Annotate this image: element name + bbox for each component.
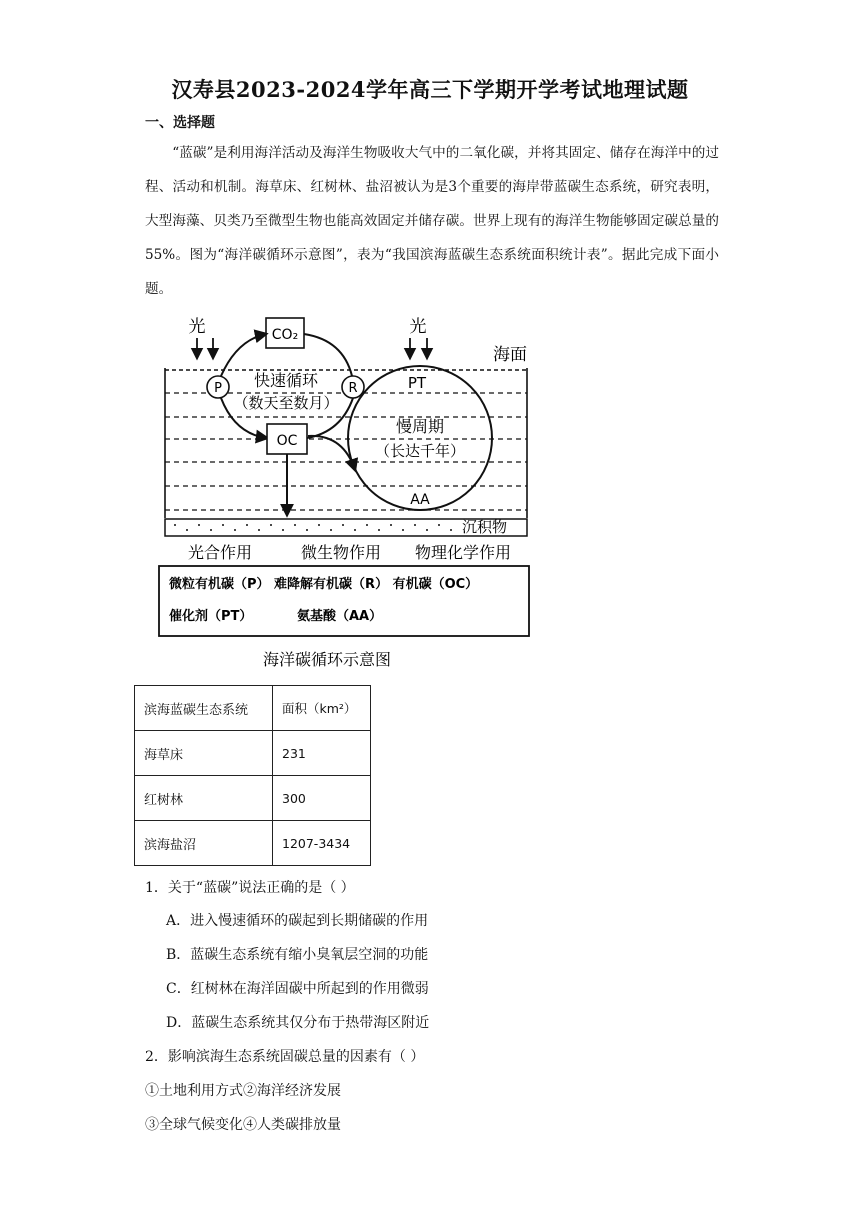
legend-row-2-pt: 催化剂（PT） <box>169 609 253 624</box>
question-2-stem: 2．影响滨海生态系统固碳总量的因素有（ ） <box>145 1049 425 1065</box>
fast-cycle-time: （数天至数月） <box>233 394 339 412</box>
table-row <box>135 731 371 776</box>
carbon-cycle-diagram <box>155 310 535 670</box>
light-label-right: 光 <box>409 317 427 337</box>
page-title: 汉寿县2023-2024学年高三下学期开学考试地理试题 <box>171 77 689 102</box>
question-2-choices-line-2: ③全球气候变化④人类碳排放量 <box>145 1117 341 1133</box>
table-cell: 231 <box>273 731 371 776</box>
question-1-stem: 1．关于“蓝碳”说法正确的是（ ） <box>145 880 355 896</box>
fast-cycle-label: 快速循环 <box>253 371 319 390</box>
legend-row-1: 微粒有机碳（P） 难降解有机碳（R） 有机碳（OC） <box>169 577 479 592</box>
process-physical-chemical: 物理化学作用 <box>415 543 512 562</box>
question-2-choices-line-1: ①土地利用方式②海洋经济发展 <box>145 1083 341 1099</box>
process-microbial: 微生物作用 <box>301 543 382 562</box>
process-photosynthesis: 光合作用 <box>188 543 253 562</box>
co2-label: CO₂ <box>271 327 299 343</box>
table-header-cell: 滨海蓝碳生态系统 <box>135 686 273 731</box>
question-1-option-c: C．红树林在海洋固碳中所起到的作用微弱 <box>166 981 429 997</box>
table-cell: 滨海盐沼 <box>135 821 273 866</box>
intro-paragraph: “蓝碳”是利用海洋活动及海洋生物吸收大气中的二氧化碳，并将其固定、储存在海洋中的过程、活动和机制。海草床、红树林、盐沼被认为是3个重要的海岸带蓝碳生态系统，研究表明，大型海藻、贝类乃至微型生物也能高效固定并储存碳。世界上现有的海洋生物能够固定碳总量的55%。图为“海洋碳循环示意图”，表为“我国滨海蓝碳生态系统面积统计表”。据此完成下面小题。 <box>145 145 719 297</box>
sea-surface-label: 海面 <box>493 345 527 365</box>
table-cell: 红树林 <box>135 776 273 821</box>
slow-cycle-label: 慢周期 <box>395 417 445 436</box>
slow-cycle-time: （长达千年） <box>374 442 466 460</box>
table-cell: 1207-3434 <box>273 821 371 866</box>
table-row <box>135 821 371 866</box>
sediment-label: 沉积物 <box>462 518 508 536</box>
area-table <box>134 685 371 866</box>
question-1-option-a: A．进入慢速循环的碳起到长期储碳的作用 <box>166 913 429 929</box>
table-cell: 海草床 <box>135 731 273 776</box>
pt-label: PT <box>407 374 427 392</box>
section-heading: 一、选择题 <box>145 115 215 131</box>
node-p-label: P <box>214 381 222 396</box>
table-header-cell: 面积（km²） <box>273 686 371 731</box>
node-r-label: R <box>348 381 358 396</box>
table-row <box>135 776 371 821</box>
table-cell: 300 <box>273 776 371 821</box>
light-label-left: 光 <box>188 317 206 337</box>
aa-label: AA <box>410 492 430 508</box>
question-1-option-d: D．蓝碳生态系统其仅分布于热带海区附近 <box>166 1015 430 1031</box>
oc-label: OC <box>276 433 298 449</box>
diagram-caption: 海洋碳循环示意图 <box>262 650 392 669</box>
table-header-row <box>135 686 371 731</box>
legend-row-2-aa: 氨基酸（AA） <box>297 609 383 624</box>
question-1-option-b: B．蓝碳生态系统有缩小臭氧层空洞的功能 <box>166 947 429 963</box>
